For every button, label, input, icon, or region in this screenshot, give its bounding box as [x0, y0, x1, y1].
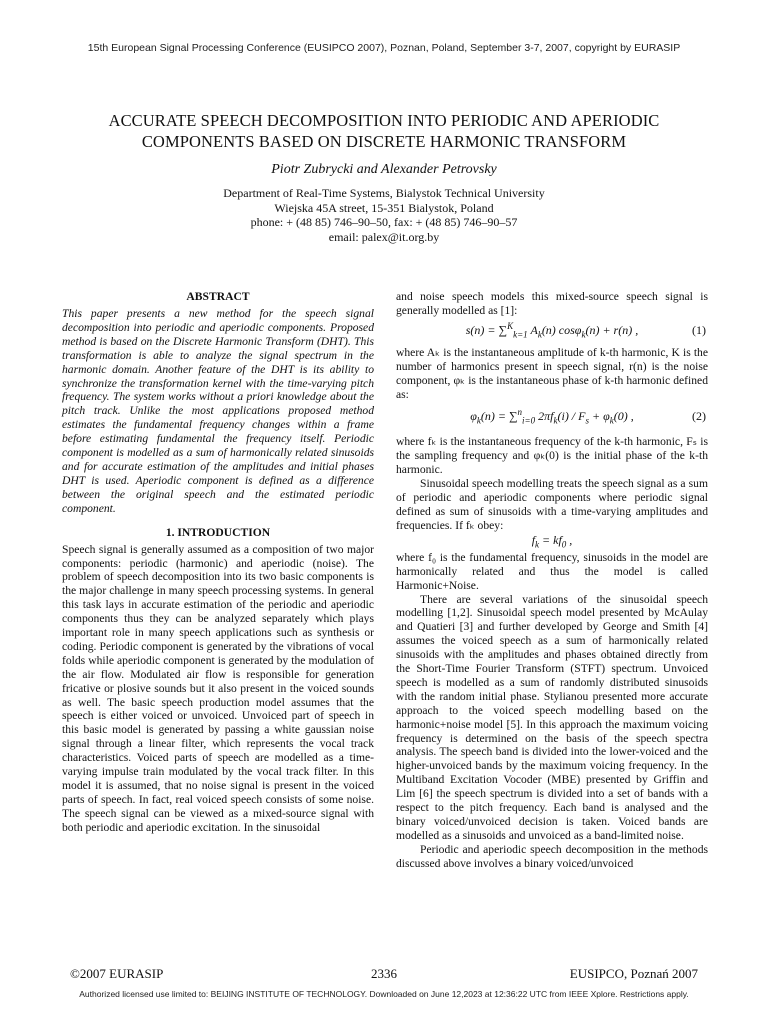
authors: Piotr Zubrycki and Alexander Petrovsky	[271, 162, 497, 177]
affiliation-email: email: palex@it.org.by	[328, 229, 440, 244]
right-column	[396, 290, 708, 871]
paper-title	[60, 110, 708, 152]
title-line-1: ACCURATE SPEECH DECOMPOSITION INTO PERIODIC AND APERIODIC	[108, 111, 660, 130]
right-para-4: Sinusoidal speech modelling treats the speech signal as a sum of periodic and aperiodic components where periodic signal defined as sum of sinusoids with a time-varying amplitudes and frequencies. If fₖ obey:	[396, 477, 708, 532]
right-para-5: where f₀ is the fundamental frequency, sinusoids in the model are harmonically related and thus the model is called Harmonic+Noise.	[396, 550, 708, 592]
equation-2-number: (2)	[692, 409, 706, 424]
equation-3: $f_k = kf_0$ ,	[531, 532, 573, 550]
introduction-heading: 1. INTRODUCTION	[165, 525, 271, 539]
affiliation-block	[0, 186, 768, 244]
affiliation-address: Wiejska 45A street, 15-351 Bialystok, Poland	[274, 200, 494, 215]
authorized-use-notice: Authorized licensed use limited to: BEIJING INSTITUTE OF TECHNOLOGY. Downloaded on June 12,2023 at 12:36:22 UTC from IEEE Xplore. Restrictions apply.	[79, 989, 689, 999]
equation-2: $\varphi_k(n) = \sum^n_{i=0}$ $2\pi f_k(i) / F_s + \varphi_k(0)$ , (2)	[470, 407, 706, 426]
affiliation-phone: phone: + (48 85) 746–90–50, fax: + (48 85) 746–90–57	[250, 215, 518, 229]
equation-1-number: (1)	[692, 322, 706, 337]
right-para-2: where Aₖ is the instantaneous amplitude of k-th harmonic, K is the number of harmonics present in speech signal, r(n) is the noise component, φₖ is the instantaneous phase of k-th harmonic defined as:	[396, 345, 708, 401]
right-para-1: and noise speech models this mixed-source speech signal is generally modelled as [1]:	[396, 290, 708, 317]
footer-conference: EUSIPCO, Poznań 2007	[569, 966, 698, 981]
footer-copyright: ©2007 EURASIP	[70, 966, 164, 981]
right-para-3: where fₖ is the instantaneous frequency of the k-th harmonic, Fₛ is the sampling frequency and φₖ(0) is the initial phase of the k-th harmonic.	[396, 435, 708, 477]
abstract-heading: ABSTRACT	[186, 290, 250, 303]
right-para-6: There are several variations of the sinusoidal speech modelling [1,2]. Sinusoidal speech model presented by McAulay and Quatieri [3] and further developed by George and Smith [4] assumes the voiced speech as a sum of harmonically related sinusoids with the amplitudes and phases obtained directly from the Short-Time Fourier Transform (STFT) spectrum. Unvoiced speech is modelled as a sum of randomly distributed sinusoids with the random initial phase. Stylianou presented more accurate approach to the voiced speech modelling based on the harmonic+noise model [5]. In this approach the maximum voicing frequency is determined on the basis of the speech spectra analysis. The speech band is divided into the lower-voiced and the higher-unvoiced bands by the maximum voicing frequency. In the Multiband Excitation Vocoder (MBE) presented by Griffin and Lim [6] the speech spectrum is divided into a set of bands with a respect to the pitch frequency. Each band is analysed and the binary voiced/unvoiced decision is taken. Voiced bands are modelled as a sinusoids and unvoiced as a band-limited noise.	[396, 592, 708, 842]
equation-1: s(n) = ∑$^K_{k=1}$ $A_k(n) \cos\varphi_k(n) + r(n)$ , (1)	[465, 320, 706, 340]
left-column	[62, 290, 374, 835]
title-line-2: COMPONENTS BASED ON DISCRETE HARMONIC TRANSFORM	[141, 132, 627, 151]
abstract-text: This paper presents a new method for the speech signal decomposition into periodic and aperiodic components. Proposed method is based on the Discrete Harmonic Transform (DHT). This transformation is able to analyze the signal spectrum in the harmonic domain. Another feature of the DHT is its ability to synchronize the transformation kernel with the time-varying pitch frequency. The system works without a priori knowledge about the pitch track. Unlike the most applications proposed method estimates the fundamental frequency changes within a frame before estimating fundamental the frequency itself. Periodic component is modelled as a sum of harmonically related sinusoids and for accurate estimation of the amplitudes and initial phases DHT is used. Aperiodic component is defined as a difference between the original speech and the estimated periodic component.	[62, 307, 374, 515]
right-para-7: Periodic and aperiodic speech decomposition in the methods discussed above involves a binary voiced/unvoiced	[396, 842, 708, 870]
footer-page-number: 2336	[371, 966, 397, 981]
introduction-text: Speech signal is generally assumed as a composition of two major components: periodic (harmonic) and aperiodic (noise). The problem of speech decomposition into its two basic components is the major challenge in many speech processing systems. In general this task lays in accurate estimation of the periodic and aperiodic components thus they can be analyzed separately which plays important role in many speech applications such as synthesis or coding. Periodic component is generated by the vibrations of vocal folds while aperiodic component is generated by the modulation of the air flow. Modulated air flow is responsible for generation fricative or plosive sounds but it also present in the voiced sounds as well. The basic speech production model assumes that the speech is either voiced or unvoiced. Unvoiced part of speech in this basic model is generated by passing a white gaussian noise signal through a linear filter, which represents the vocal track characteristics. Voiced parts of speech are modelled as a time-varying impulse train modulated by the vocal track filter. In this model it is assumed, that no noise signal is present in the voiced parts of speech. In fact, real voiced speech consists of some noise. The speech signal can be viewed as a mixed-source signal with both periodic and aperiodic excitation. In the sinusoidal	[62, 542, 374, 834]
conference-header: 15th European Signal Processing Conference (EUSIPCO 2007), Poznan, Poland, September 3-7, 2007, copyright by EURASIP	[87, 42, 681, 54]
affiliation-department: Department of Real-Time Systems, Bialystok Technical University	[223, 186, 545, 200]
